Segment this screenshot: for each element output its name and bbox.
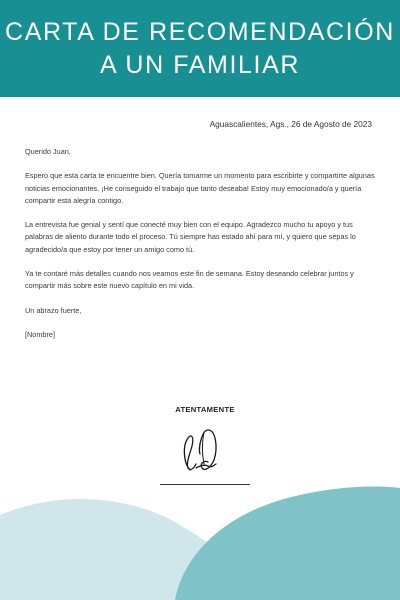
decorative-waves (0, 470, 400, 600)
handwritten-signature (178, 424, 226, 476)
name-placeholder: [Nombre] (25, 329, 56, 339)
letter-date: Aguascalientes, Ags., 26 de Agosto de 2023 (209, 119, 372, 129)
title-line-2: A UN FAMILIAR (99, 50, 300, 79)
closing: Un abrazo fuerte, (25, 305, 82, 315)
letter-body (25, 146, 375, 353)
title-line-1: CARTA DE RECOMENDACIÓN (5, 17, 395, 46)
signature-block (160, 405, 250, 414)
signature-label: ATENTAMENTE (175, 405, 235, 414)
greeting: Querido Juan, (25, 147, 71, 156)
paragraph-2: La entrevista fue genial y sentí que conecté muy bien con el equipo. Agradezco mucho tu apoyo y tus palabras de aliento durante todo el proceso. Tú siempre has estado ahí para mí, y quiero que sepas lo agradecido/a que estoy por tener un amigo como tú. (25, 220, 356, 254)
paragraph-1: Espero que esta carta te encuentre bien. Quería tomarme un momento para escribirte y compartirte algunas noticias emocionantes. ¡He conseguido el trabajo que tanto deseaba! Estoy muy emocionado/a y quería compartir esta alegría contigo. (25, 171, 375, 205)
paragraph-3: Ya te contaré más detalles cuando nos veamos este fin de semana. Estoy deseando celebrar juntos y compartir más sobre este nuevo capítulo en mi vida. (25, 268, 354, 291)
title-banner (0, 0, 400, 97)
